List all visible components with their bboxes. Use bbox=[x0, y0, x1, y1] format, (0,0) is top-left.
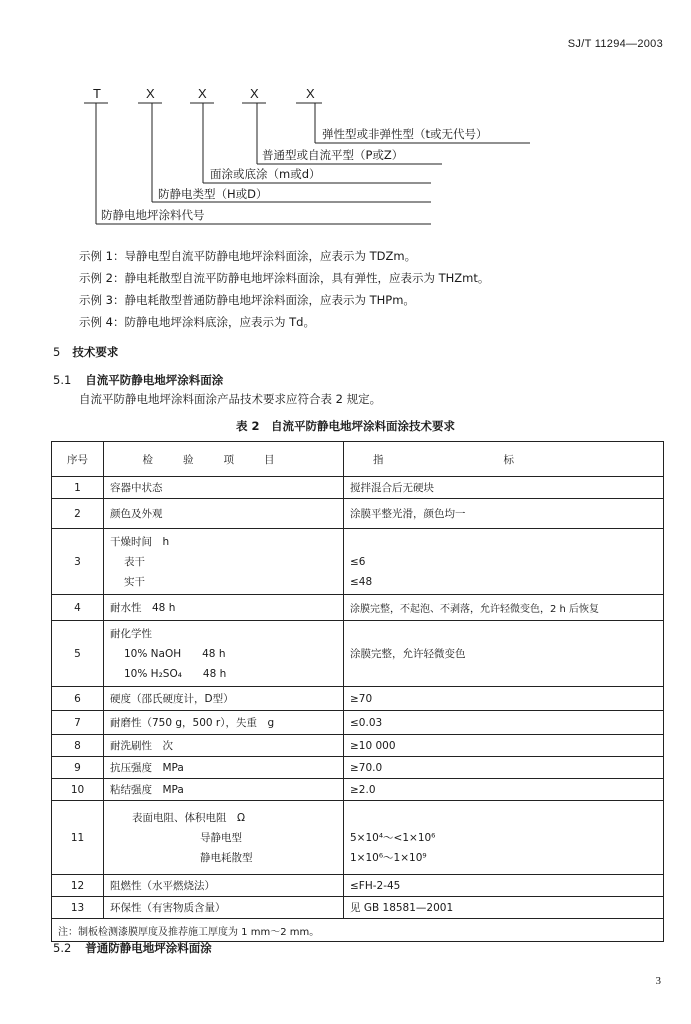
section-number: 5.1 bbox=[53, 373, 72, 387]
row-spec: 搅拌混合后无硬块 bbox=[344, 477, 664, 499]
row-spec: ≤0.03 bbox=[344, 711, 664, 735]
spec-table bbox=[51, 441, 664, 942]
row-spec: 涂膜完整，不起泡、不剥落，允许轻微变色，2 h 后恢复 bbox=[344, 595, 664, 621]
code-label-coat: 面涂或底涂（m或d） bbox=[210, 167, 321, 181]
row-spec: ≥70.0 bbox=[344, 757, 664, 779]
row-subitem: 10% H₂SO₄ 48 h bbox=[124, 667, 227, 680]
row-item: 阻燃性（水平燃烧法） bbox=[104, 875, 344, 897]
row-subitem: 导静电型 bbox=[200, 831, 242, 844]
table-row bbox=[52, 595, 664, 621]
row-spec: 见 GB 18581—2001 bbox=[344, 897, 664, 919]
code-label-type: 普通型或自流平型（P或Z） bbox=[262, 148, 404, 162]
code-letter-3: X bbox=[198, 86, 207, 101]
row-item: 硬度（邵氏硬度计，D型） bbox=[104, 687, 344, 711]
table-row bbox=[52, 687, 664, 711]
code-label-elasticity: 弹性型或非弹性型（t或无代号） bbox=[322, 127, 488, 141]
row-spec: ≥2.0 bbox=[344, 779, 664, 801]
row-spec bbox=[344, 529, 664, 595]
row-no: 10 bbox=[52, 779, 104, 801]
table-caption: 表 2 自流平防静电地坪涂料面涂技术要求 bbox=[235, 419, 455, 433]
row-subitem: 10% NaOH 48 h bbox=[124, 647, 226, 660]
example-4: 示例 4：防静电地坪涂料底涂，应表示为 Td。 bbox=[79, 315, 315, 329]
code-letter-4: X bbox=[250, 86, 259, 101]
row-subspec: ≤6 bbox=[350, 555, 366, 568]
table-row bbox=[52, 801, 664, 875]
row-spec bbox=[344, 801, 664, 875]
section-5-2-heading bbox=[53, 940, 212, 956]
row-subspec: 5×10⁴～<1×10⁶ bbox=[350, 831, 436, 844]
row-item bbox=[104, 529, 344, 595]
row-item: 耐洗刷性 次 bbox=[104, 735, 344, 757]
table-row bbox=[52, 711, 664, 735]
code-letter-5: X bbox=[306, 86, 315, 101]
table-row bbox=[52, 529, 664, 595]
row-no: 3 bbox=[52, 529, 104, 595]
row-subspec: 1×10⁶～1×10⁹ bbox=[350, 851, 427, 864]
header-no: 序号 bbox=[52, 442, 104, 477]
row-item: 粘结强度 MPa bbox=[104, 779, 344, 801]
row-item: 耐水性 48 h bbox=[104, 595, 344, 621]
row-item bbox=[104, 801, 344, 875]
example-1: 示例 1：导静电型自流平防静电地坪涂料面涂，应表示为 TDZm。 bbox=[79, 249, 417, 263]
row-spec: ≤FH-2-45 bbox=[344, 875, 664, 897]
table-row bbox=[52, 735, 664, 757]
row-no: 4 bbox=[52, 595, 104, 621]
row-no: 6 bbox=[52, 687, 104, 711]
section-5-heading bbox=[53, 344, 118, 360]
example-2: 示例 2：静电耗散型自流平防静电地坪涂料面涂，具有弹性，应表示为 THZmt。 bbox=[79, 271, 490, 285]
section-title: 技术要求 bbox=[72, 345, 119, 359]
row-subitem: 表干 bbox=[124, 555, 145, 568]
row-item: 耐磨性（750 g，500 r），失重 g bbox=[104, 711, 344, 735]
example-3: 示例 3：静电耗散型普通防静电地坪涂料面涂，应表示为 THPm。 bbox=[79, 293, 415, 307]
section-5-1-body: 自流平防静电地坪涂料面涂产品技术要求应符合表 2 规定。 bbox=[79, 392, 382, 406]
row-no: 13 bbox=[52, 897, 104, 919]
code-letter-2: X bbox=[146, 86, 155, 101]
row-spec: ≥10 000 bbox=[344, 735, 664, 757]
row-item bbox=[104, 621, 344, 687]
section-title: 自流平防静电地坪涂料面涂 bbox=[85, 373, 224, 387]
row-no: 9 bbox=[52, 757, 104, 779]
row-item: 颜色及外观 bbox=[104, 499, 344, 529]
row-subspec: ≤48 bbox=[350, 575, 373, 588]
row-no: 7 bbox=[52, 711, 104, 735]
table-row bbox=[52, 477, 664, 499]
header-item: 检验项目 bbox=[104, 442, 344, 477]
section-title: 普通防静电地坪涂料面涂 bbox=[85, 941, 212, 955]
row-item: 抗压强度 MPa bbox=[104, 757, 344, 779]
table-row bbox=[52, 897, 664, 919]
row-spec: 涂膜平整光滑，颜色均一 bbox=[344, 499, 664, 529]
row-item-title: 干燥时间 h bbox=[110, 535, 170, 548]
code-label-product: 防静电地坪涂料代号 bbox=[101, 208, 205, 222]
table-row bbox=[52, 875, 664, 897]
row-no: 2 bbox=[52, 499, 104, 529]
row-item: 容器中状态 bbox=[104, 477, 344, 499]
table-note-row bbox=[52, 919, 664, 942]
row-item-title: 表面电阻、体积电阻 Ω bbox=[132, 811, 246, 824]
table-row bbox=[52, 779, 664, 801]
row-no: 5 bbox=[52, 621, 104, 687]
code-letter-1: T bbox=[93, 86, 101, 101]
section-number: 5.2 bbox=[53, 941, 72, 955]
table-note: 注：制板检测漆膜厚度及推荐施工厚度为 1 mm～2 mm。 bbox=[52, 919, 664, 942]
row-subitem: 静电耗散型 bbox=[200, 851, 253, 864]
row-item-title: 耐化学性 bbox=[110, 627, 152, 640]
row-item: 环保性（有害物质含量） bbox=[104, 897, 344, 919]
row-subitem: 实干 bbox=[124, 575, 145, 588]
row-spec: 涂膜完整，允许轻微变色 bbox=[344, 621, 664, 687]
page-number: 3 bbox=[655, 975, 661, 987]
row-no: 1 bbox=[52, 477, 104, 499]
table-header-row bbox=[52, 442, 664, 477]
section-5-1-heading bbox=[53, 372, 223, 388]
section-number: 5 bbox=[53, 345, 61, 359]
header-spec: 指标 bbox=[344, 442, 664, 477]
table-row bbox=[52, 621, 664, 687]
standard-code: SJ/T 11294—2003 bbox=[567, 38, 663, 50]
row-no: 12 bbox=[52, 875, 104, 897]
table-row bbox=[52, 499, 664, 529]
row-no: 11 bbox=[52, 801, 104, 875]
code-label-antistatic: 防静电类型（H或D） bbox=[158, 187, 268, 201]
row-spec: ≥70 bbox=[344, 687, 664, 711]
row-no: 8 bbox=[52, 735, 104, 757]
table-row bbox=[52, 757, 664, 779]
